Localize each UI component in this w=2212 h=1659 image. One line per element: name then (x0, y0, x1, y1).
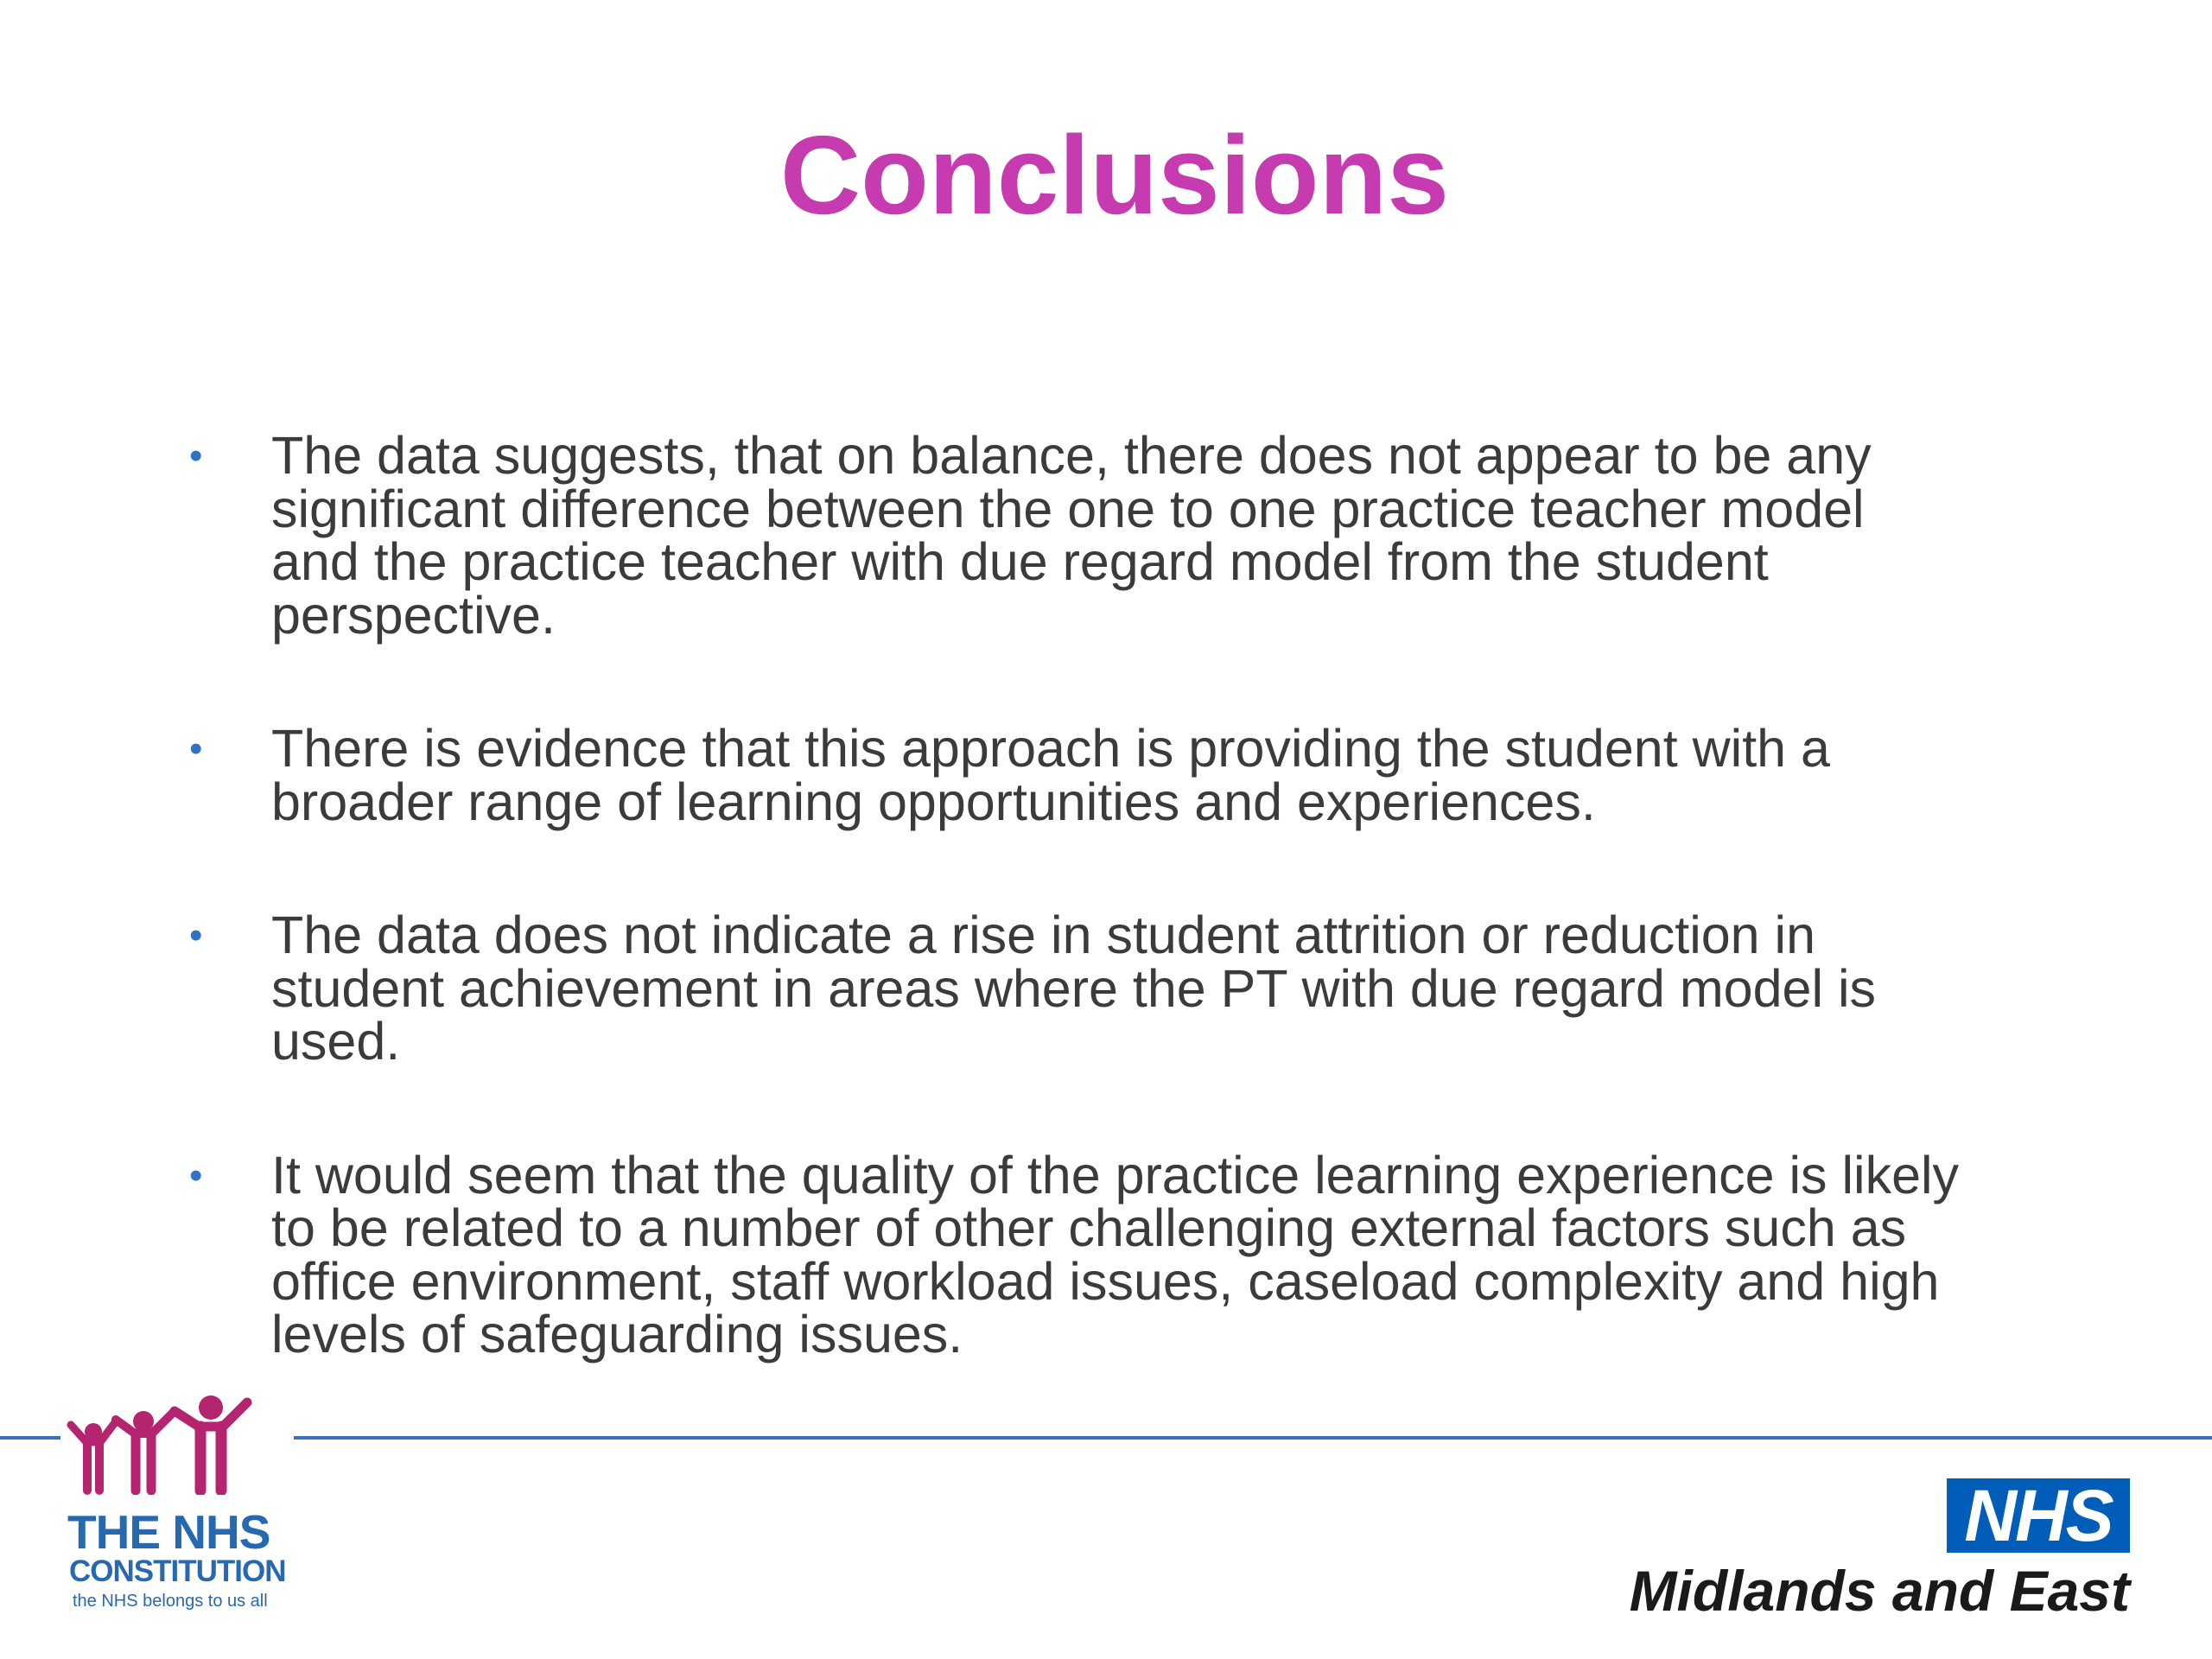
list-item (181, 906, 2108, 1071)
list-item (181, 1145, 2108, 1363)
list-item (181, 426, 2108, 645)
bullet-line: There is evidence that this approach is providing the student with a (271, 719, 1830, 778)
constitution-logo-tagline: the NHS belongs to us all (73, 1592, 268, 1611)
constitution-logo-sub: CONSTITUTION (69, 1554, 286, 1588)
bullet-line: and the practice teacher with due regard model from the student (271, 532, 1769, 591)
bullet-line: The data suggests, that on balance, there does not appear to be any (271, 426, 1872, 485)
conclusions-list (181, 426, 2108, 1363)
constitution-logo-name: THE NHS (67, 1505, 270, 1559)
footer-divider (0, 1436, 2212, 1440)
bullet-icon: • (189, 728, 203, 770)
people-figures-icon (66, 1395, 299, 1495)
nhs-logo-mark: NHS (1964, 1475, 2113, 1556)
bullet-icon: • (189, 1154, 203, 1197)
bullet-line: to be related to a number of other challenging external factors such as (271, 1198, 1907, 1257)
bullet-icon: • (189, 435, 203, 477)
bullet-line: levels of safeguarding issues. (271, 1305, 963, 1363)
bullet-icon: • (189, 914, 203, 957)
slide-title: Conclusions (779, 113, 1450, 238)
bullet-line: significant difference between the one to one practice teacher model (271, 479, 1865, 538)
nhs-constitution-logo (60, 1395, 294, 1616)
nhs-logo (1947, 1475, 2130, 1556)
bullet-line: office environment, staff workload issues, caseload complexity and high (271, 1251, 1940, 1311)
bullet-line: student achievement in areas where the PT with due regard model is (271, 958, 1877, 1018)
bullet-line: The data does not indicate a rise in student attrition or reduction in (271, 906, 1816, 964)
bullet-line: It would seem that the quality of the practice learning experience is likely (271, 1145, 1960, 1205)
bullet-line: perspective. (271, 585, 556, 645)
bullet-line: broader range of learning opportunities and experiences. (271, 772, 1596, 831)
list-item (181, 719, 2108, 831)
nhs-region-name: Midlands and East (1629, 1559, 2130, 1623)
bullet-line: used. (271, 1012, 401, 1071)
